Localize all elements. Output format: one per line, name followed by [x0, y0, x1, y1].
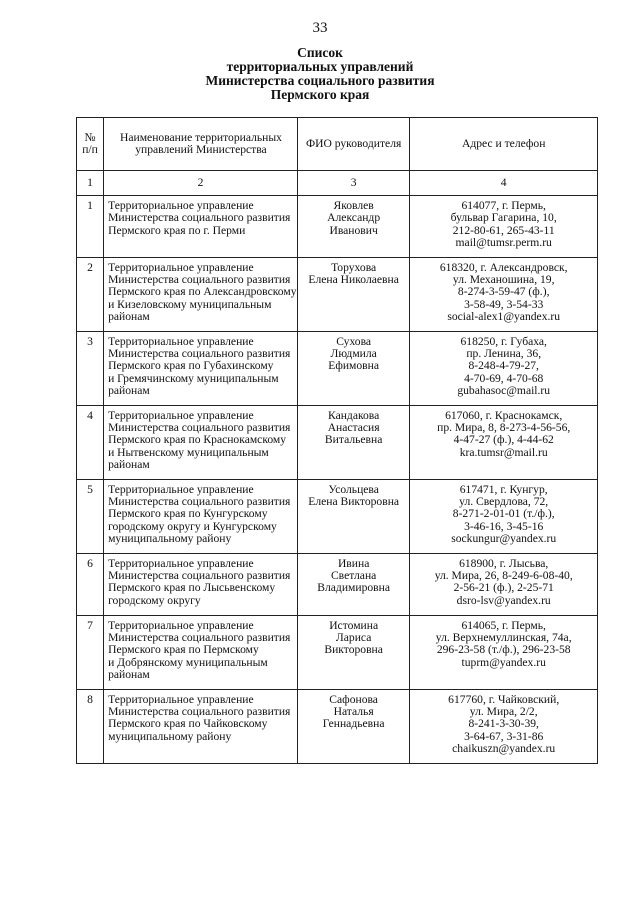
head-name-line: Викторовна: [324, 643, 383, 657]
address-phone-line: пр. Ленина, 36,: [466, 347, 542, 361]
head-name-line: Елена Викторовна: [308, 495, 400, 509]
address-phone-line: бульвар Гагарина, 10,: [450, 211, 557, 225]
address-phone-line: 8-248-4-79-27,: [468, 359, 539, 373]
address-phone-line: 3-58-49, 3-54-33: [464, 297, 544, 311]
table-header-row: [77, 118, 598, 171]
address-phone-line: ул. Мира, 26, 8-249-6-08-40,: [434, 569, 573, 583]
address-phone: [410, 615, 598, 689]
head-name-line: Ефимовна: [328, 359, 380, 373]
office-name-line: Пермского края по Краснокамскому: [108, 433, 287, 447]
address-phone-line: sockungur@yandex.ru: [451, 531, 557, 545]
head-name-line: Яковлев: [333, 199, 374, 213]
address-phone: [410, 689, 598, 763]
address-phone-line: 8-271-2-01-01 (т./ф.),: [452, 507, 555, 521]
address-phone-line: 8-274-3-59-47 (ф.),: [457, 285, 550, 299]
office-name: [104, 689, 298, 763]
address-phone-line: 618250, г. Губаха,: [460, 335, 547, 349]
head-name-line: Ивина: [337, 557, 370, 571]
head-name-line: Сухова: [336, 335, 372, 349]
address-phone-line: 618320, г. Александровск,: [439, 261, 568, 275]
office-name-line: Министерства социального развития: [108, 211, 291, 225]
head-name-line: Геннадьевна: [322, 717, 385, 731]
address-phone: [410, 406, 598, 480]
office-name-line: Министерства социального развития: [108, 495, 291, 509]
title-line-4: Пермского края: [270, 87, 370, 102]
head-name-line: Людмила: [330, 347, 377, 361]
row-number: 1: [77, 196, 104, 258]
address-phone-line: tuprm@yandex.ru: [461, 655, 546, 669]
office-name-line: Министерства социального развития: [108, 347, 291, 361]
office-name-line: Территориальное управление: [108, 199, 254, 213]
page-number: 33: [312, 20, 328, 36]
column-number: 3: [297, 171, 410, 196]
head-name: [297, 406, 410, 480]
office-name: [104, 615, 298, 689]
address-phone-line: kra.tumsr@mail.ru: [459, 445, 548, 459]
office-name: [104, 406, 298, 480]
address-phone: [410, 332, 598, 406]
address-phone-line: 617471, г. Кунгур,: [459, 483, 548, 497]
address-phone-line: 617760, г. Чайковский,: [448, 692, 560, 706]
address-phone-line: ул. Верхнемуллинская, 74а,: [435, 631, 572, 645]
head-name: [297, 480, 410, 554]
table-row: [77, 406, 598, 480]
row-number: 4: [77, 406, 104, 480]
office-name: [104, 480, 298, 554]
address-phone: [410, 480, 598, 554]
office-name-line: Пермского края по Губахинскому: [108, 359, 274, 373]
office-name-line: муниципальному району: [108, 729, 232, 743]
office-name: [104, 258, 298, 332]
address-phone-line: пр. Мира, 8, 8-273-4-56-56,: [437, 421, 571, 435]
address-phone-line: ул. Мира, 2/2,: [469, 705, 538, 719]
address-phone-line: dsro-lsv@yandex.ru: [456, 593, 551, 607]
office-name-line: Территориальное управление: [108, 261, 254, 275]
offices-table: [76, 117, 598, 764]
row-number: 6: [77, 554, 104, 616]
office-name-line: и Гремячинскому муниципальным: [108, 371, 279, 385]
address-phone-line: 614065, г. Пермь,: [461, 618, 546, 632]
address-phone: [410, 196, 598, 258]
column-number: 4: [410, 171, 598, 196]
column-number-row: [77, 171, 598, 196]
address-phone-line: 296-23-58 (т./ф.), 296-23-58: [436, 643, 571, 657]
head-name-line: Витальевна: [324, 433, 383, 447]
head-name-line: Истомина: [329, 618, 379, 632]
head-name-line: Иванович: [329, 223, 378, 237]
head-name: [297, 332, 410, 406]
head-name-line: Торухова: [331, 261, 377, 275]
row-number: 5: [77, 480, 104, 554]
table-row: [77, 615, 598, 689]
header-name-line: Наименование территориальных: [119, 130, 282, 144]
head-name-line: Владимировна: [317, 581, 390, 595]
address-phone-line: ул. Механошина, 19,: [452, 273, 555, 287]
head-name: [297, 689, 410, 763]
table-body: [77, 196, 598, 764]
office-name-line: городскому округу: [108, 593, 201, 607]
office-name-line: Министерства социального развития: [108, 273, 291, 287]
table-row: [77, 689, 598, 763]
head-name-line: Наталья: [333, 705, 374, 719]
title-line-2: территориальных управлений: [226, 59, 414, 74]
document-title: [0, 46, 640, 102]
office-name-line: Министерства социального развития: [108, 421, 291, 435]
office-name-line: Пермского края по Кунгурскому: [108, 507, 268, 521]
head-name-line: Анастасия: [327, 421, 380, 435]
address-phone-line: 8-241-3-30-39,: [468, 717, 539, 731]
office-name-line: и Кизеловскому муниципальным: [108, 297, 272, 311]
office-name-line: Пермского края по Александровскому: [108, 285, 297, 299]
address-phone-line: chaikuszn@yandex.ru: [452, 741, 556, 755]
office-name: [104, 332, 298, 406]
address-phone-line: ул. Свердлова, 72,: [459, 495, 549, 509]
head-name-line: Кандакова: [327, 409, 380, 423]
office-name-line: районам: [108, 383, 150, 397]
head-name-line: Усольцева: [328, 483, 379, 497]
address-phone-line: 4-70-69, 4-70-68: [464, 371, 544, 385]
head-name: [297, 258, 410, 332]
head-name: [297, 196, 410, 258]
office-name-line: Территориальное управление: [108, 618, 254, 632]
table-row: [77, 554, 598, 616]
office-name-line: Министерства социального развития: [108, 631, 291, 645]
office-name-line: районам: [108, 667, 150, 681]
header-addr: [410, 118, 598, 171]
office-name-line: Пермского края по Лысьвенскому: [108, 581, 276, 595]
address-phone: [410, 258, 598, 332]
header-num-line: п/п: [82, 143, 98, 156]
header-addr-line: Адрес и телефон: [461, 136, 546, 150]
header-name: [104, 118, 298, 171]
column-number: 1: [77, 171, 104, 196]
header-num-line: №: [84, 130, 96, 144]
address-phone-line: gubahasoc@mail.ru: [457, 383, 551, 397]
table-row: [77, 332, 598, 406]
header-num: [77, 118, 104, 171]
address-phone-line: 2-56-21 (ф.), 2-25-71: [453, 581, 554, 595]
head-name: [297, 615, 410, 689]
head-name-line: Лариса: [335, 631, 372, 645]
office-name-line: районам: [108, 309, 150, 323]
head-name-line: Елена Николаевна: [308, 273, 399, 287]
column-number: 2: [104, 171, 298, 196]
office-name-line: Министерства социального развития: [108, 705, 291, 719]
office-name-line: Пермского края по Пермскому: [108, 643, 259, 657]
head-name-line: Сафонова: [329, 692, 378, 706]
table-row: [77, 258, 598, 332]
address-phone: [410, 554, 598, 616]
office-name-line: Пермского края по Чайковскому: [108, 717, 268, 731]
office-name-line: Министерства социального развития: [108, 569, 291, 583]
office-name: [104, 196, 298, 258]
office-name-line: и Добрянскому муниципальным: [108, 655, 268, 669]
office-name-line: Территориальное управление: [108, 483, 254, 497]
office-name-line: Территориальное управление: [108, 335, 254, 349]
office-name-line: районам: [108, 457, 150, 471]
table-row: [77, 196, 598, 258]
address-phone-line: 3-64-67, 3-31-86: [464, 729, 544, 743]
head-name-line: Светлана: [330, 569, 377, 583]
title-line-1: Список: [297, 45, 343, 60]
address-phone-line: social-alex1@yandex.ru: [447, 309, 561, 323]
row-number: 7: [77, 615, 104, 689]
header-name-line: управлений Министерства: [135, 143, 267, 156]
office-name-line: и Нытвенскому муниципальным: [108, 445, 269, 459]
header-head-line: ФИО руководителя: [305, 136, 402, 150]
row-number: 2: [77, 258, 104, 332]
office-name: [104, 554, 298, 616]
table-row: [77, 480, 598, 554]
title-line-3: Министерства социального развития: [205, 73, 435, 88]
address-phone-line: mail@tumsr.perm.ru: [455, 235, 552, 249]
office-name-line: Территориальное управление: [108, 692, 254, 706]
address-phone-line: 614077, г. Пермь,: [461, 199, 546, 213]
address-phone-line: 617060, г. Краснокамск,: [445, 409, 563, 423]
address-phone-line: 3-46-16, 3-45-16: [464, 519, 544, 533]
head-name-line: Александр: [327, 211, 381, 225]
office-name-line: Территориальное управление: [108, 557, 254, 571]
header-head: [297, 118, 410, 171]
row-number: 8: [77, 689, 104, 763]
address-phone-line: 4-47-27 (ф.), 4-44-62: [453, 433, 554, 447]
office-name-line: Территориальное управление: [108, 409, 254, 423]
office-name-line: Пермского края по г. Перми: [108, 223, 246, 237]
office-name-line: городскому округу и Кунгурскому: [108, 519, 277, 533]
office-name-line: муниципальному району: [108, 531, 232, 545]
address-phone-line: 212-80-61, 265-43-11: [452, 223, 555, 237]
row-number: 3: [77, 332, 104, 406]
head-name: [297, 554, 410, 616]
address-phone-line: 618900, г. Лысьва,: [459, 557, 549, 571]
